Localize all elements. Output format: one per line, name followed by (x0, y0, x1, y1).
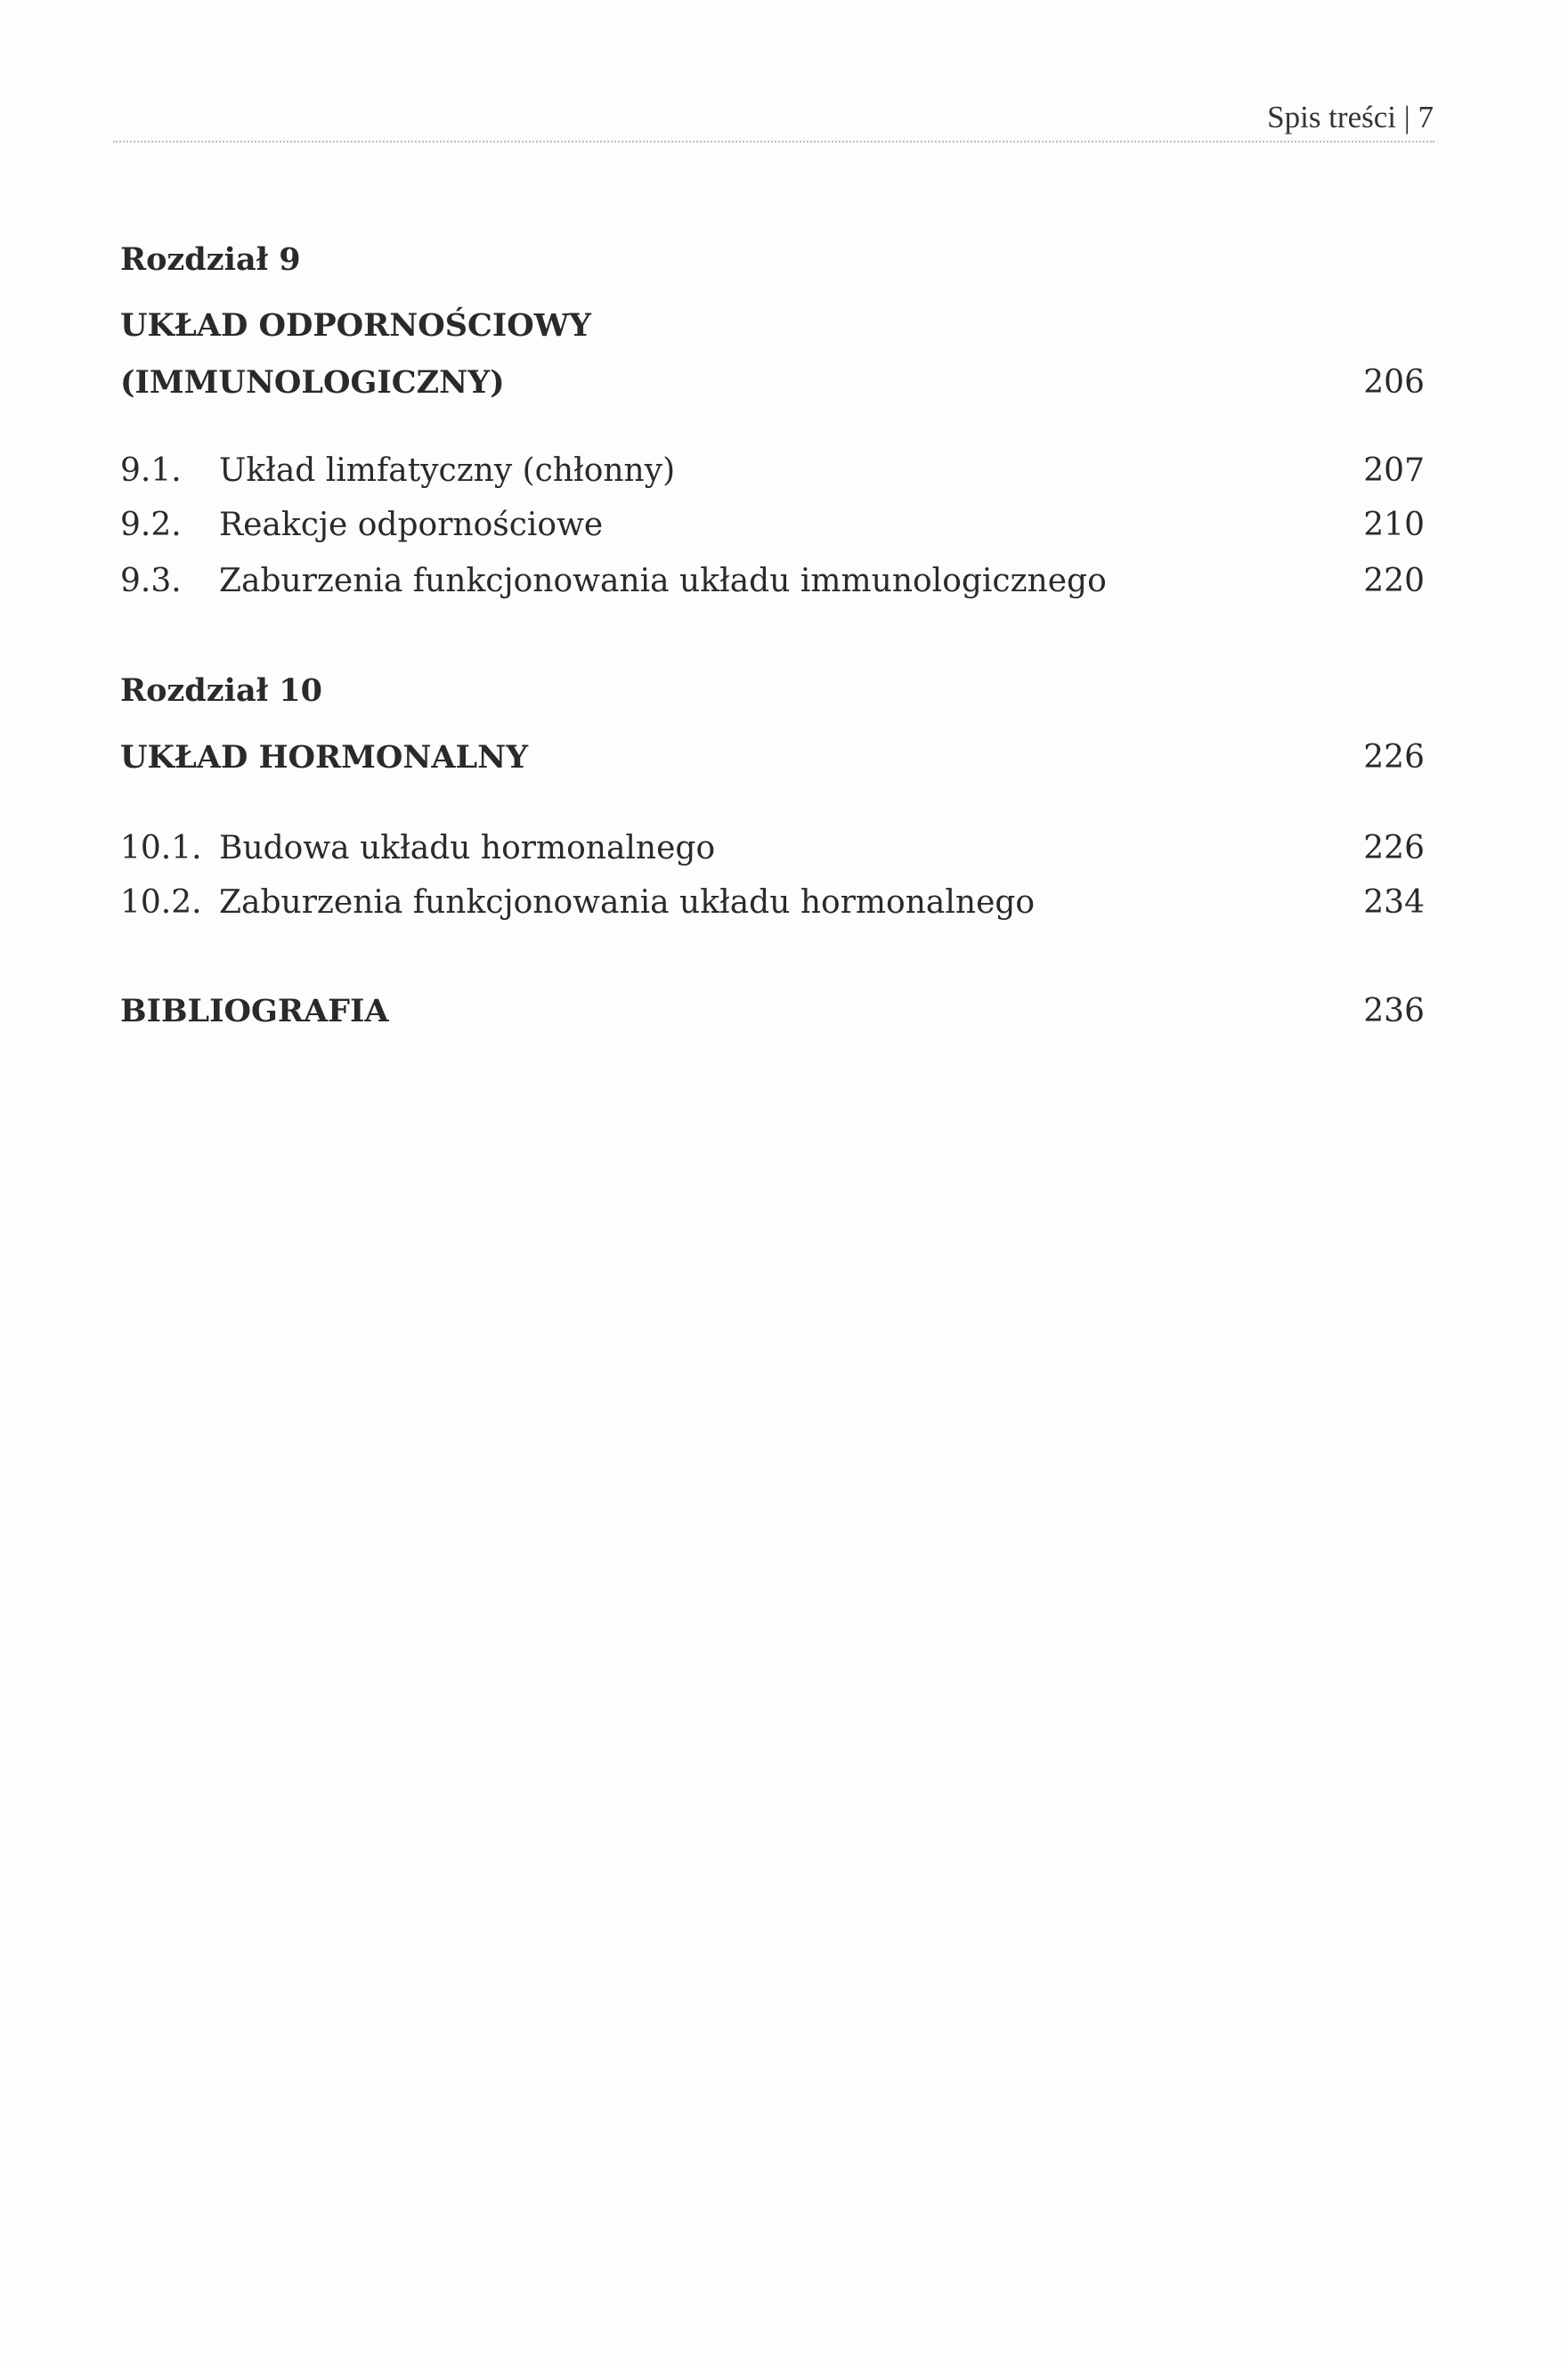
bibliography-entry[interactable] (120, 989, 1425, 1034)
chapter-title-text: UKŁAD HORMONALNY (120, 739, 529, 776)
chapter-title-text: (IMMUNOLOGICZNY) (120, 364, 505, 401)
toc-entry[interactable] (120, 881, 1425, 925)
section-title: Zaburzenia funkcjonowania układu immunologicznego (219, 563, 1107, 599)
bibliography-title: BIBLIOGRAFIA (120, 993, 389, 1029)
section-title: Reakcje odpornościowe (219, 507, 604, 543)
page-number: 210 (1363, 507, 1425, 543)
page-number: 236 (1363, 993, 1425, 1029)
toc-entry[interactable] (120, 503, 1425, 548)
chapter-label-text: Rozdział 9 (120, 241, 301, 278)
chapter-title (120, 304, 1425, 348)
chapter-label (120, 238, 1425, 282)
chapter-label-text: Rozdział 10 (120, 672, 322, 709)
section-title: Budowa układu hormonalnego (219, 830, 716, 866)
section-number: 10.2. (120, 884, 202, 921)
section-title: Układ limfatyczny (chłonny) (219, 452, 676, 489)
section-number: 9.1. (120, 452, 182, 489)
section-title: Zaburzenia funkcjonowania układu hormonalnego (219, 884, 1036, 921)
toc-entry[interactable] (120, 826, 1425, 871)
toc-entry[interactable] (120, 559, 1425, 604)
section-number: 10.1. (120, 830, 202, 866)
running-header: Spis treści | 7 (1267, 100, 1434, 134)
toc-entry[interactable] (120, 449, 1425, 493)
page-number: 234 (1363, 884, 1425, 921)
chapter-title-text: UKŁAD ODPORNOŚCIOWY (120, 307, 591, 344)
chapter-label (120, 669, 1425, 713)
section-number: 9.2. (120, 507, 182, 543)
page-number: 226 (1363, 739, 1425, 776)
page-number: 226 (1363, 830, 1425, 866)
header-rule (113, 141, 1434, 142)
page-number: 220 (1363, 563, 1425, 599)
chapter-title (120, 736, 1425, 780)
section-number: 9.3. (120, 563, 182, 599)
page-number: 207 (1363, 452, 1425, 489)
chapter-title (120, 361, 1425, 405)
page-number: 206 (1363, 364, 1425, 401)
